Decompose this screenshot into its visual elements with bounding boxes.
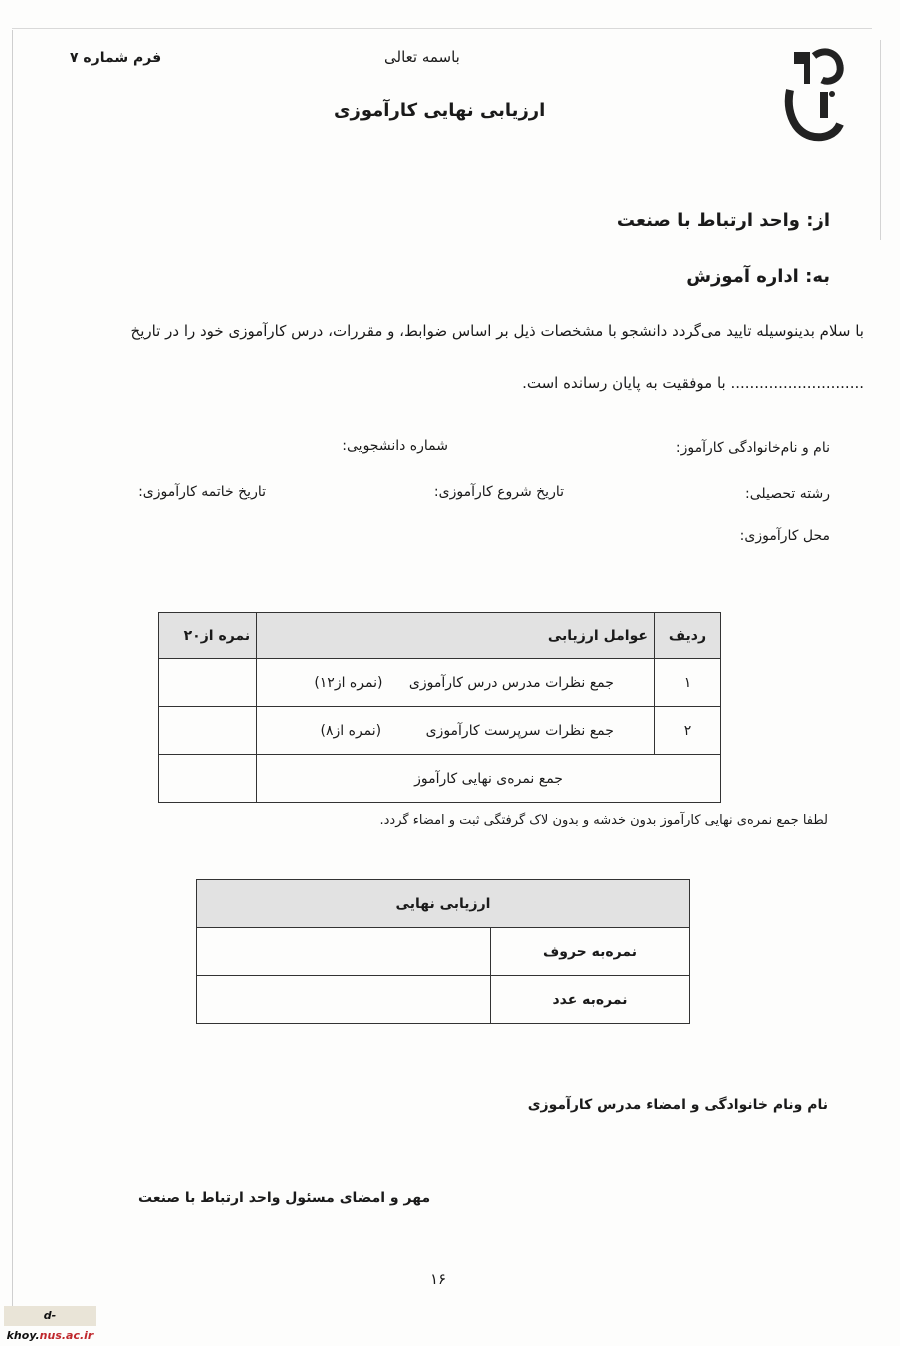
factor-max: (نمره از۱۲) xyxy=(314,674,383,691)
header-row-number: ردیف xyxy=(654,613,720,659)
table-note: لطفا جمع نمره‌ی نهایی کارآموز بدون خدشه و بدون لاک گرفتگی ثبت و امضاء گردد. xyxy=(379,813,828,828)
score-in-letters-field[interactable] xyxy=(197,928,491,976)
row-number: ۱ xyxy=(654,659,720,707)
factor-label: جمع نظرات سرپرست کارآموزی xyxy=(425,722,614,739)
instructor-signature-label: نام ونام خانوادگی و امضاء مدرس کارآموزی xyxy=(527,1097,828,1113)
form-number: فرم شماره ۷ xyxy=(70,50,162,66)
from-line: از: واحد ارتباط با صنعت xyxy=(616,210,830,231)
final-title: ارزیابی نهایی xyxy=(197,880,690,928)
factor-cell xyxy=(257,707,655,755)
factor-max: (نمره از۸) xyxy=(320,722,382,739)
to-line: به: اداره آموزش xyxy=(686,266,830,287)
field-location: محل کارآموزی: xyxy=(739,528,830,544)
letter-body-line2: ............................ با موفقیت به پایان رسانده است. xyxy=(522,374,864,392)
total-row xyxy=(159,755,721,803)
university-logo xyxy=(780,44,854,156)
score-cell[interactable] xyxy=(159,659,257,707)
page-border-right xyxy=(880,40,881,240)
total-label: جمع نمره‌ی نهایی کارآموز xyxy=(257,755,721,803)
field-name: نام و نام‌خانوادگی کارآموز: xyxy=(675,440,830,456)
table-row xyxy=(159,659,721,707)
final-evaluation-table xyxy=(196,879,690,1024)
factor-label: جمع نظرات مدرس درس کارآموزی xyxy=(408,674,614,691)
field-end-date: تاریخ خاتمه کارآموزی: xyxy=(138,484,266,500)
header-factors: عوامل ارزیابی xyxy=(257,613,655,659)
field-student-no: شماره دانشجویی: xyxy=(342,438,448,454)
page-border-top xyxy=(12,28,872,29)
letter-body-line1: با سلام بدینوسیله تایید می‌گردد دانشجو با مشخصات ذیل بر اساس ضوابط، و مقررات، درس کارآموزی خود را در تاریخ xyxy=(130,322,864,340)
table-row xyxy=(159,707,721,755)
field-major: رشته تحصیلی: xyxy=(745,486,830,502)
field-start-date: تاریخ شروع کارآموزی: xyxy=(433,484,564,500)
header-score: نمره از۲۰ xyxy=(159,613,257,659)
score-in-digits-label: نمره‌به عدد xyxy=(491,976,690,1024)
score-in-letters-label: نمره‌به حروف xyxy=(491,928,690,976)
score-in-digits-field[interactable] xyxy=(197,976,491,1024)
source-watermark: d-khoy.nus.ac.ir xyxy=(4,1306,96,1326)
total-score-cell[interactable] xyxy=(159,755,257,803)
invocation: باسمه تعالی xyxy=(384,48,460,66)
factor-cell xyxy=(257,659,655,707)
office-signature-label: مهر و امضای مسئول واحد ارتباط با صنعت xyxy=(138,1190,431,1206)
row-number: ۲ xyxy=(654,707,720,755)
evaluation-table xyxy=(158,612,721,803)
score-cell[interactable] xyxy=(159,707,257,755)
page-number: ۱۶ xyxy=(430,1270,447,1288)
page-border-left xyxy=(12,30,13,1320)
page-title: ارزیابی نهایی کارآموزی xyxy=(334,100,546,121)
